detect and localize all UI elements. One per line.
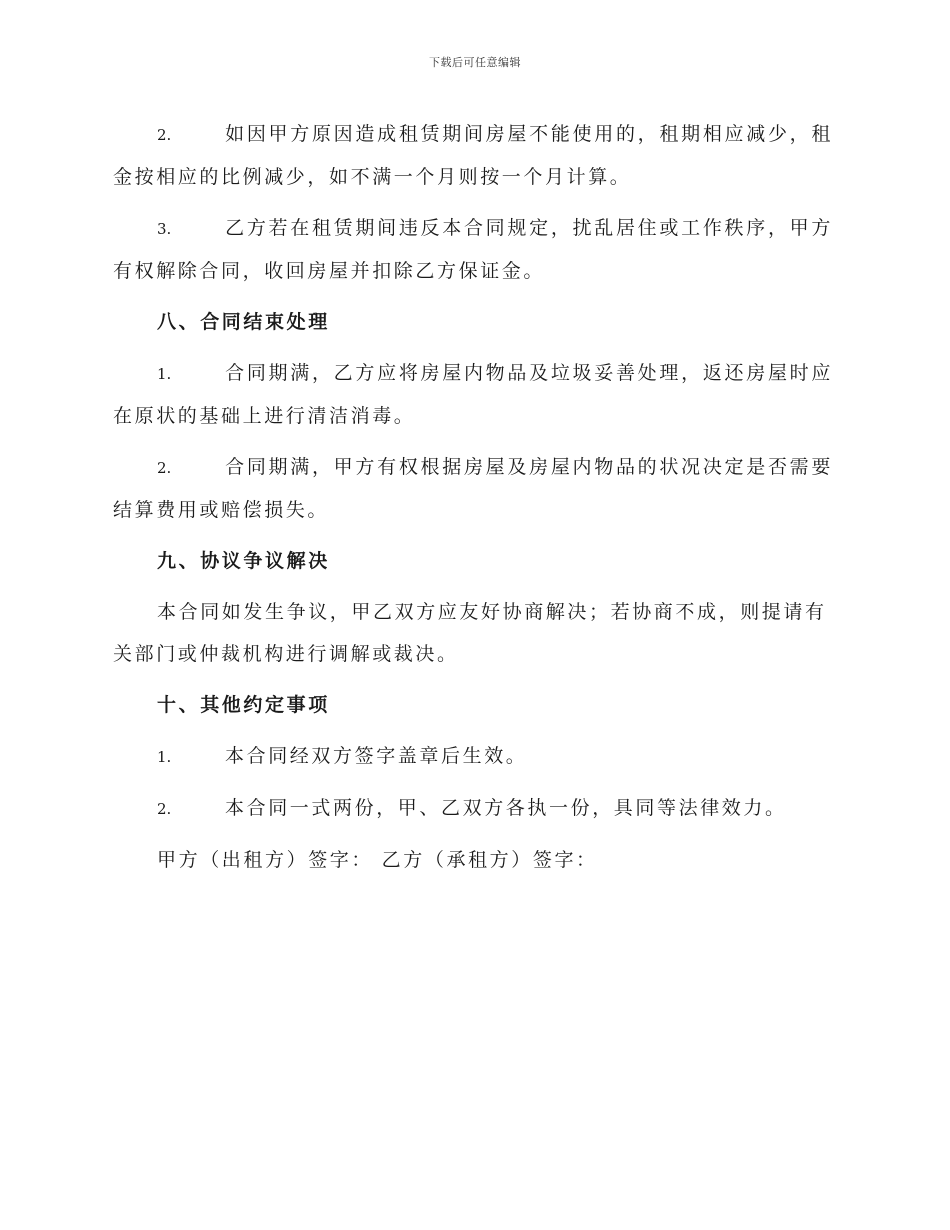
clause-text: 本合同经双方签字盖章后生效。 [225, 745, 528, 767]
clause-item [113, 446, 833, 531]
clause-text: 本合同一式两份，甲、乙双方各执一份，具同等法律效力。 [225, 797, 787, 819]
body-paragraph: 本合同如发生争议，甲乙双方应友好协商解决；若协商不成，则提请有关部门或仲裁机构进行调解或裁决。 [113, 601, 827, 665]
clause-number: 2. [157, 459, 172, 477]
clause-item [113, 207, 833, 292]
section-heading: 八、合同结束处理 [157, 311, 330, 333]
signature-line: 甲方（出租方）签字： 乙方（承租方）签字： [157, 849, 598, 871]
clause-number: 2. [157, 126, 172, 144]
clause-item [113, 787, 833, 830]
page-header: 下载后可任意编辑 [429, 56, 521, 69]
clause-text: 乙方若在租赁期间违反本合同规定，扰乱居住或工作秩序，甲方有权解除合同，收回房屋并扣除乙方保证金。 [113, 217, 833, 282]
clause-item [113, 352, 833, 437]
clause-text: 如因甲方原因造成租赁期间房屋不能使用的，租期相应减少，租金按相应的比例减少，如不满一个月则按一个月计算。 [113, 123, 833, 188]
section-heading: 九、协议争议解决 [157, 550, 330, 572]
clause-number: 1. [157, 365, 172, 383]
clause-text: 合同期满，乙方应将房屋内物品及垃圾妥善处理，返还房屋时应在原状的基础上进行清洁消毒。 [113, 362, 833, 427]
clause-text: 合同期满，甲方有权根据房屋及房屋内物品的状况决定是否需要结算费用或赔偿损失。 [113, 456, 833, 521]
clause-item [113, 735, 833, 778]
clause-item [113, 113, 833, 198]
clause-number: 3. [157, 220, 172, 238]
clause-number: 2. [157, 800, 172, 818]
section-heading: 十、其他约定事项 [157, 694, 330, 716]
clause-number: 1. [157, 748, 172, 766]
document-body [113, 113, 833, 890]
